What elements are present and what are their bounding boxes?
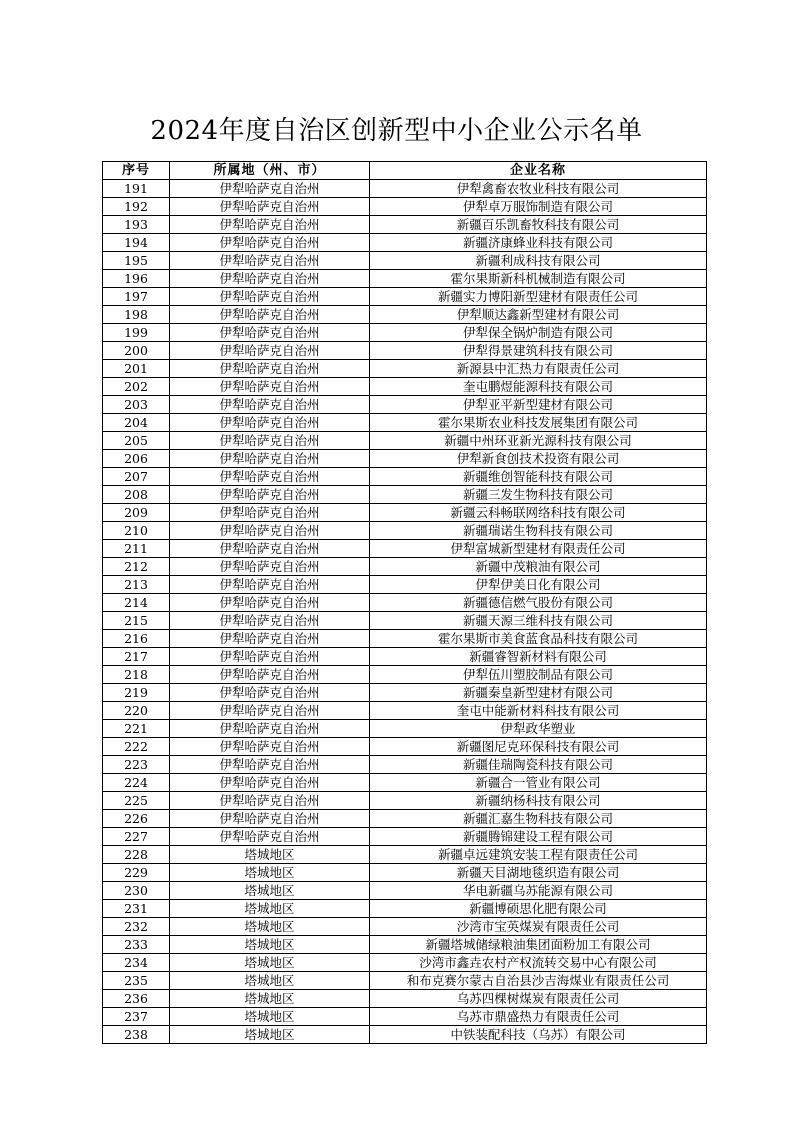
row-company: 伊犁亚平新型建材有限公司 bbox=[370, 396, 707, 414]
row-company: 新疆济康蜂业科技有限公司 bbox=[370, 234, 707, 252]
row-company: 奎屯鹏煜能源科技有限公司 bbox=[370, 378, 707, 396]
row-index: 232 bbox=[103, 918, 170, 936]
row-index: 215 bbox=[103, 612, 170, 630]
row-index: 219 bbox=[103, 684, 170, 702]
row-company: 新疆实力博阳新型建材有限责任公司 bbox=[370, 288, 707, 306]
table-row bbox=[103, 648, 707, 666]
row-region: 伊犁哈萨克自治州 bbox=[170, 594, 370, 612]
row-region: 伊犁哈萨克自治州 bbox=[170, 504, 370, 522]
row-region: 伊犁哈萨克自治州 bbox=[170, 774, 370, 792]
row-company: 新疆博硕思化肥有限公司 bbox=[370, 900, 707, 918]
table-row bbox=[103, 198, 707, 216]
row-region: 伊犁哈萨克自治州 bbox=[170, 234, 370, 252]
table-row bbox=[103, 882, 707, 900]
row-region: 伊犁哈萨克自治州 bbox=[170, 630, 370, 648]
row-index: 199 bbox=[103, 324, 170, 342]
row-company: 新疆天源三维科技有限公司 bbox=[370, 612, 707, 630]
page-title: 2024年度自治区创新型中小企业公示名单 bbox=[150, 116, 643, 146]
row-index: 224 bbox=[103, 774, 170, 792]
table-row bbox=[103, 486, 707, 504]
row-company: 伊犁卓万服饰制造有限公司 bbox=[370, 198, 707, 216]
row-region: 伊犁哈萨克自治州 bbox=[170, 252, 370, 270]
row-region: 伊犁哈萨克自治州 bbox=[170, 702, 370, 720]
row-company: 新疆百乐凯畜牧科技有限公司 bbox=[370, 216, 707, 234]
row-index: 208 bbox=[103, 486, 170, 504]
table-row bbox=[103, 612, 707, 630]
row-company: 新源县中汇热力有限责任公司 bbox=[370, 360, 707, 378]
row-region: 伊犁哈萨克自治州 bbox=[170, 324, 370, 342]
row-index: 214 bbox=[103, 594, 170, 612]
row-index: 210 bbox=[103, 522, 170, 540]
table-row bbox=[103, 576, 707, 594]
row-company: 霍尔果斯新科机械制造有限公司 bbox=[370, 270, 707, 288]
row-region: 伊犁哈萨克自治州 bbox=[170, 486, 370, 504]
row-company: 新疆腾锦建设工程有限公司 bbox=[370, 828, 707, 846]
table-row bbox=[103, 432, 707, 450]
row-index: 231 bbox=[103, 900, 170, 918]
table-row bbox=[103, 936, 707, 954]
row-region: 伊犁哈萨克自治州 bbox=[170, 576, 370, 594]
row-index: 229 bbox=[103, 864, 170, 882]
row-index: 234 bbox=[103, 954, 170, 972]
row-company: 伊犁新食创技术投资有限公司 bbox=[370, 450, 707, 468]
row-company: 奎屯中能新材料科技有限公司 bbox=[370, 702, 707, 720]
row-region: 伊犁哈萨克自治州 bbox=[170, 648, 370, 666]
table-row bbox=[103, 792, 707, 810]
row-region: 伊犁哈萨克自治州 bbox=[170, 288, 370, 306]
row-index: 211 bbox=[103, 540, 170, 558]
row-company: 伊犁得景建筑科技有限公司 bbox=[370, 342, 707, 360]
row-index: 193 bbox=[103, 216, 170, 234]
row-company: 新疆中茂粮油有限公司 bbox=[370, 558, 707, 576]
row-index: 237 bbox=[103, 1008, 170, 1026]
row-index: 194 bbox=[103, 234, 170, 252]
row-company: 伊犁保全锅炉制造有限公司 bbox=[370, 324, 707, 342]
table-row bbox=[103, 540, 707, 558]
table-row bbox=[103, 774, 707, 792]
row-index: 220 bbox=[103, 702, 170, 720]
table-row bbox=[103, 738, 707, 756]
row-region: 伊犁哈萨克自治州 bbox=[170, 306, 370, 324]
table-row bbox=[103, 558, 707, 576]
row-company: 新疆瑞诺生物科技有限公司 bbox=[370, 522, 707, 540]
row-company: 新疆中州环亚新光源科技有限公司 bbox=[370, 432, 707, 450]
table-row bbox=[103, 954, 707, 972]
row-company: 新疆图尼克环保科技有限公司 bbox=[370, 738, 707, 756]
row-region: 伊犁哈萨克自治州 bbox=[170, 180, 370, 198]
row-region: 塔城地区 bbox=[170, 990, 370, 1008]
row-index: 212 bbox=[103, 558, 170, 576]
row-index: 207 bbox=[103, 468, 170, 486]
table-row bbox=[103, 342, 707, 360]
row-region: 伊犁哈萨克自治州 bbox=[170, 540, 370, 558]
table-row bbox=[103, 180, 707, 198]
row-index: 222 bbox=[103, 738, 170, 756]
row-company: 伊犁伊美日化有限公司 bbox=[370, 576, 707, 594]
row-region: 伊犁哈萨克自治州 bbox=[170, 720, 370, 738]
row-index: 230 bbox=[103, 882, 170, 900]
row-company: 伊犁禽畜农牧业科技有限公司 bbox=[370, 180, 707, 198]
row-index: 213 bbox=[103, 576, 170, 594]
row-company: 新疆纳杨科技有限公司 bbox=[370, 792, 707, 810]
table-row bbox=[103, 594, 707, 612]
row-index: 205 bbox=[103, 432, 170, 450]
table-row bbox=[103, 684, 707, 702]
row-region: 伊犁哈萨克自治州 bbox=[170, 738, 370, 756]
row-region: 伊犁哈萨克自治州 bbox=[170, 558, 370, 576]
row-region: 伊犁哈萨克自治州 bbox=[170, 342, 370, 360]
row-region: 塔城地区 bbox=[170, 972, 370, 990]
row-region: 塔城地区 bbox=[170, 882, 370, 900]
row-company: 伊犁政华塑业 bbox=[370, 720, 707, 738]
row-index: 202 bbox=[103, 378, 170, 396]
table-row bbox=[103, 324, 707, 342]
row-index: 206 bbox=[103, 450, 170, 468]
table-row bbox=[103, 216, 707, 234]
table-row bbox=[103, 990, 707, 1008]
row-region: 伊犁哈萨克自治州 bbox=[170, 522, 370, 540]
row-region: 塔城地区 bbox=[170, 846, 370, 864]
table-row bbox=[103, 1008, 707, 1026]
row-company: 新疆维创智能科技有限公司 bbox=[370, 468, 707, 486]
row-region: 塔城地区 bbox=[170, 918, 370, 936]
row-company: 乌苏市鼎盛热力有限责任公司 bbox=[370, 1008, 707, 1026]
header-company: 企业名称 bbox=[370, 162, 707, 180]
table-row bbox=[103, 468, 707, 486]
row-company: 中铁装配科技（乌苏）有限公司 bbox=[370, 1026, 707, 1044]
row-index: 218 bbox=[103, 666, 170, 684]
row-region: 塔城地区 bbox=[170, 864, 370, 882]
row-region: 伊犁哈萨克自治州 bbox=[170, 270, 370, 288]
table-row bbox=[103, 900, 707, 918]
table-row bbox=[103, 864, 707, 882]
row-index: 195 bbox=[103, 252, 170, 270]
row-index: 192 bbox=[103, 198, 170, 216]
row-region: 塔城地区 bbox=[170, 954, 370, 972]
row-index: 233 bbox=[103, 936, 170, 954]
row-company: 新疆三发生物科技有限公司 bbox=[370, 486, 707, 504]
row-company: 新疆合一管业有限公司 bbox=[370, 774, 707, 792]
row-region: 伊犁哈萨克自治州 bbox=[170, 216, 370, 234]
row-company: 华电新疆乌苏能源有限公司 bbox=[370, 882, 707, 900]
row-region: 伊犁哈萨克自治州 bbox=[170, 666, 370, 684]
row-index: 236 bbox=[103, 990, 170, 1008]
row-index: 221 bbox=[103, 720, 170, 738]
row-company: 伊犁富城新型建材有限责任公司 bbox=[370, 540, 707, 558]
table-row bbox=[103, 1026, 707, 1044]
row-company: 和布克赛尔蒙古自治县沙吉海煤业有限责任公司 bbox=[370, 972, 707, 990]
table-row bbox=[103, 720, 707, 738]
table-row bbox=[103, 846, 707, 864]
row-index: 228 bbox=[103, 846, 170, 864]
table-row bbox=[103, 252, 707, 270]
enterprise-table bbox=[102, 161, 707, 1044]
table-row bbox=[103, 360, 707, 378]
table-row bbox=[103, 702, 707, 720]
table-row bbox=[103, 504, 707, 522]
row-index: 196 bbox=[103, 270, 170, 288]
row-region: 伊犁哈萨克自治州 bbox=[170, 828, 370, 846]
header-index: 序号 bbox=[103, 162, 170, 180]
table-row bbox=[103, 306, 707, 324]
table-row bbox=[103, 630, 707, 648]
table-row bbox=[103, 918, 707, 936]
row-company: 伊犁伍川塑胶制品有限公司 bbox=[370, 666, 707, 684]
row-index: 235 bbox=[103, 972, 170, 990]
row-region: 伊犁哈萨克自治州 bbox=[170, 756, 370, 774]
row-index: 217 bbox=[103, 648, 170, 666]
row-company: 沙湾市鑫垚农村产权流转交易中心有限公司 bbox=[370, 954, 707, 972]
row-company: 新疆汇嘉生物科技有限公司 bbox=[370, 810, 707, 828]
row-region: 伊犁哈萨克自治州 bbox=[170, 414, 370, 432]
row-index: 238 bbox=[103, 1026, 170, 1044]
row-region: 伊犁哈萨克自治州 bbox=[170, 378, 370, 396]
row-index: 227 bbox=[103, 828, 170, 846]
row-region: 伊犁哈萨克自治州 bbox=[170, 360, 370, 378]
row-index: 198 bbox=[103, 306, 170, 324]
row-company: 新疆云科畅联网络科技有限公司 bbox=[370, 504, 707, 522]
row-company: 新疆塔城储绿粮油集团面粉加工有限公司 bbox=[370, 936, 707, 954]
row-index: 201 bbox=[103, 360, 170, 378]
row-region: 伊犁哈萨克自治州 bbox=[170, 612, 370, 630]
row-region: 伊犁哈萨克自治州 bbox=[170, 810, 370, 828]
table-row bbox=[103, 396, 707, 414]
row-index: 223 bbox=[103, 756, 170, 774]
row-index: 225 bbox=[103, 792, 170, 810]
row-region: 伊犁哈萨克自治州 bbox=[170, 198, 370, 216]
row-region: 塔城地区 bbox=[170, 936, 370, 954]
table-row bbox=[103, 810, 707, 828]
row-company: 霍尔果斯市美食蓝食品科技有限公司 bbox=[370, 630, 707, 648]
row-company: 新疆秦皇新型建材有限公司 bbox=[370, 684, 707, 702]
header-region: 所属地（州、市） bbox=[170, 162, 370, 180]
row-company: 新疆德信燃气股份有限公司 bbox=[370, 594, 707, 612]
row-region: 伊犁哈萨克自治州 bbox=[170, 468, 370, 486]
row-company: 新疆睿智新材料有限公司 bbox=[370, 648, 707, 666]
row-index: 203 bbox=[103, 396, 170, 414]
row-index: 209 bbox=[103, 504, 170, 522]
table-row bbox=[103, 378, 707, 396]
row-company: 新疆天目湖地毯织造有限公司 bbox=[370, 864, 707, 882]
row-company: 沙湾市宝英煤炭有限责任公司 bbox=[370, 918, 707, 936]
table-row bbox=[103, 522, 707, 540]
row-region: 伊犁哈萨克自治州 bbox=[170, 396, 370, 414]
row-index: 226 bbox=[103, 810, 170, 828]
row-company: 新疆卓远建筑安装工程有限责任公司 bbox=[370, 846, 707, 864]
row-region: 伊犁哈萨克自治州 bbox=[170, 432, 370, 450]
table-row bbox=[103, 234, 707, 252]
row-company: 乌苏四棵树煤炭有限责任公司 bbox=[370, 990, 707, 1008]
row-index: 197 bbox=[103, 288, 170, 306]
row-region: 塔城地区 bbox=[170, 1008, 370, 1026]
table-row bbox=[103, 288, 707, 306]
row-region: 塔城地区 bbox=[170, 1026, 370, 1044]
row-company: 伊犁顺达鑫新型建材有限公司 bbox=[370, 306, 707, 324]
table-row bbox=[103, 972, 707, 990]
row-region: 伊犁哈萨克自治州 bbox=[170, 684, 370, 702]
row-company: 新疆利成科技有限公司 bbox=[370, 252, 707, 270]
table-row bbox=[103, 666, 707, 684]
row-index: 216 bbox=[103, 630, 170, 648]
row-region: 伊犁哈萨克自治州 bbox=[170, 792, 370, 810]
row-company: 新疆佳瑞陶瓷科技有限公司 bbox=[370, 756, 707, 774]
table-row bbox=[103, 414, 707, 432]
row-index: 200 bbox=[103, 342, 170, 360]
table-header-row bbox=[103, 162, 707, 180]
table-row bbox=[103, 828, 707, 846]
row-region: 伊犁哈萨克自治州 bbox=[170, 450, 370, 468]
table-row bbox=[103, 450, 707, 468]
table-row bbox=[103, 270, 707, 288]
row-company: 霍尔果斯农业科技发展集团有限公司 bbox=[370, 414, 707, 432]
table-row bbox=[103, 756, 707, 774]
row-region: 塔城地区 bbox=[170, 900, 370, 918]
row-index: 204 bbox=[103, 414, 170, 432]
row-index: 191 bbox=[103, 180, 170, 198]
